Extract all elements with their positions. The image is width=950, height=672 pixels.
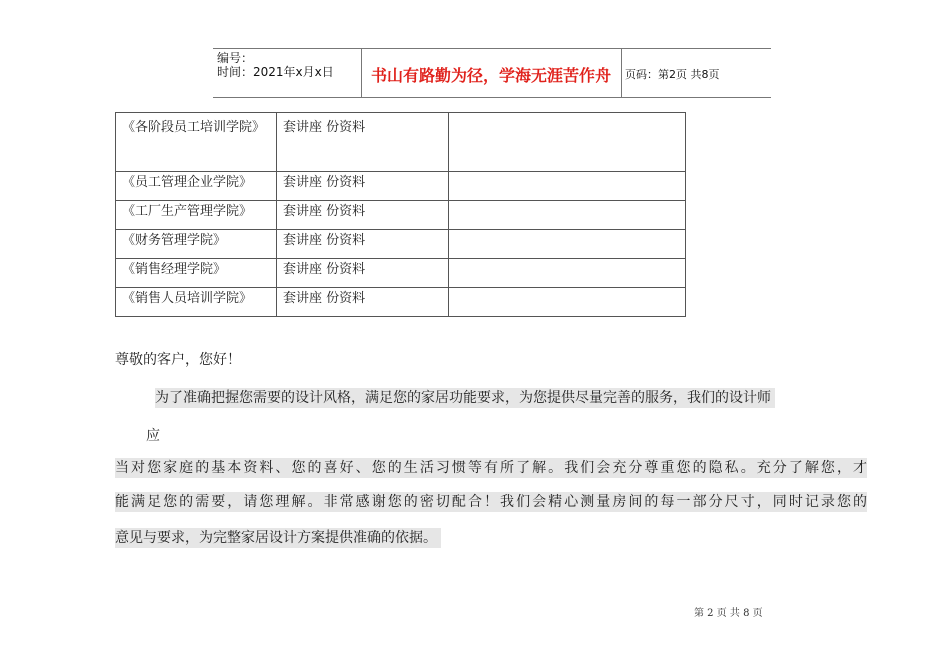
table-cell-desc: 套讲座 份资料 (277, 230, 449, 259)
table-cell-extra (449, 259, 686, 288)
table-row (116, 259, 686, 288)
table-cell-extra (449, 113, 686, 172)
header-divider (621, 49, 622, 97)
header-time: 时间：2021年x月x日 (217, 65, 334, 79)
table-cell-desc: 套讲座 份资料 (277, 113, 449, 172)
table-cell-desc: 套讲座 份资料 (277, 201, 449, 230)
header-page-info: 页码：第2页 共8页 (625, 68, 720, 81)
header-divider (361, 49, 362, 97)
course-table (115, 112, 686, 317)
table-cell-desc: 套讲座 份资料 (277, 259, 449, 288)
table-cell-extra (449, 201, 686, 230)
letter-greeting: 尊敬的客户，您好！ (115, 352, 241, 368)
table-cell-extra (449, 288, 686, 317)
header-number: 编号： (217, 51, 254, 65)
table-row (116, 113, 686, 172)
letter-paragraph-line: 应 (146, 428, 160, 444)
letter-paragraph-line: 能满足您的需要，请您理解。非常感谢您的密切配合！我们会精心测量房间的每一部分尺寸，同时记录您的 (115, 494, 867, 510)
table-cell-desc: 套讲座 份资料 (277, 288, 449, 317)
table-cell-name: 《各阶段员工培训学院》 (116, 113, 277, 172)
header-motto: 书山有路勤为径，学海无涯苦作舟 (370, 66, 611, 85)
table-cell-extra (449, 230, 686, 259)
letter-paragraph-line: 为了准确把握您需要的设计风格，满足您的家居功能要求，为您提供尽量完善的服务，我们的设计师 (155, 388, 775, 408)
table-cell-name: 《员工管理企业学院》 (116, 172, 277, 201)
header-meta (217, 51, 334, 79)
page-footer: 第 2 页 共 8 页 (694, 608, 763, 619)
table-row (116, 172, 686, 201)
table-row (116, 288, 686, 317)
table-cell-name: 《工厂生产管理学院》 (116, 201, 277, 230)
letter-paragraph-line: 当对您家庭的基本资料、您的喜好、您的生活习惯等有所了解。我们会充分尊重您的隐私。充分了解您，才 (115, 460, 867, 476)
letter-paragraph-line: 意见与要求，为完整家居设计方案提供准确的依据。 (115, 528, 441, 548)
table-row (116, 201, 686, 230)
table-cell-name: 《财务管理学院》 (116, 230, 277, 259)
table-cell-name: 《销售人员培训学院》 (116, 288, 277, 317)
table-cell-name: 《销售经理学院》 (116, 259, 277, 288)
page-header (213, 48, 771, 98)
table-row (116, 230, 686, 259)
table-cell-extra (449, 172, 686, 201)
table-cell-desc: 套讲座 份资料 (277, 172, 449, 201)
